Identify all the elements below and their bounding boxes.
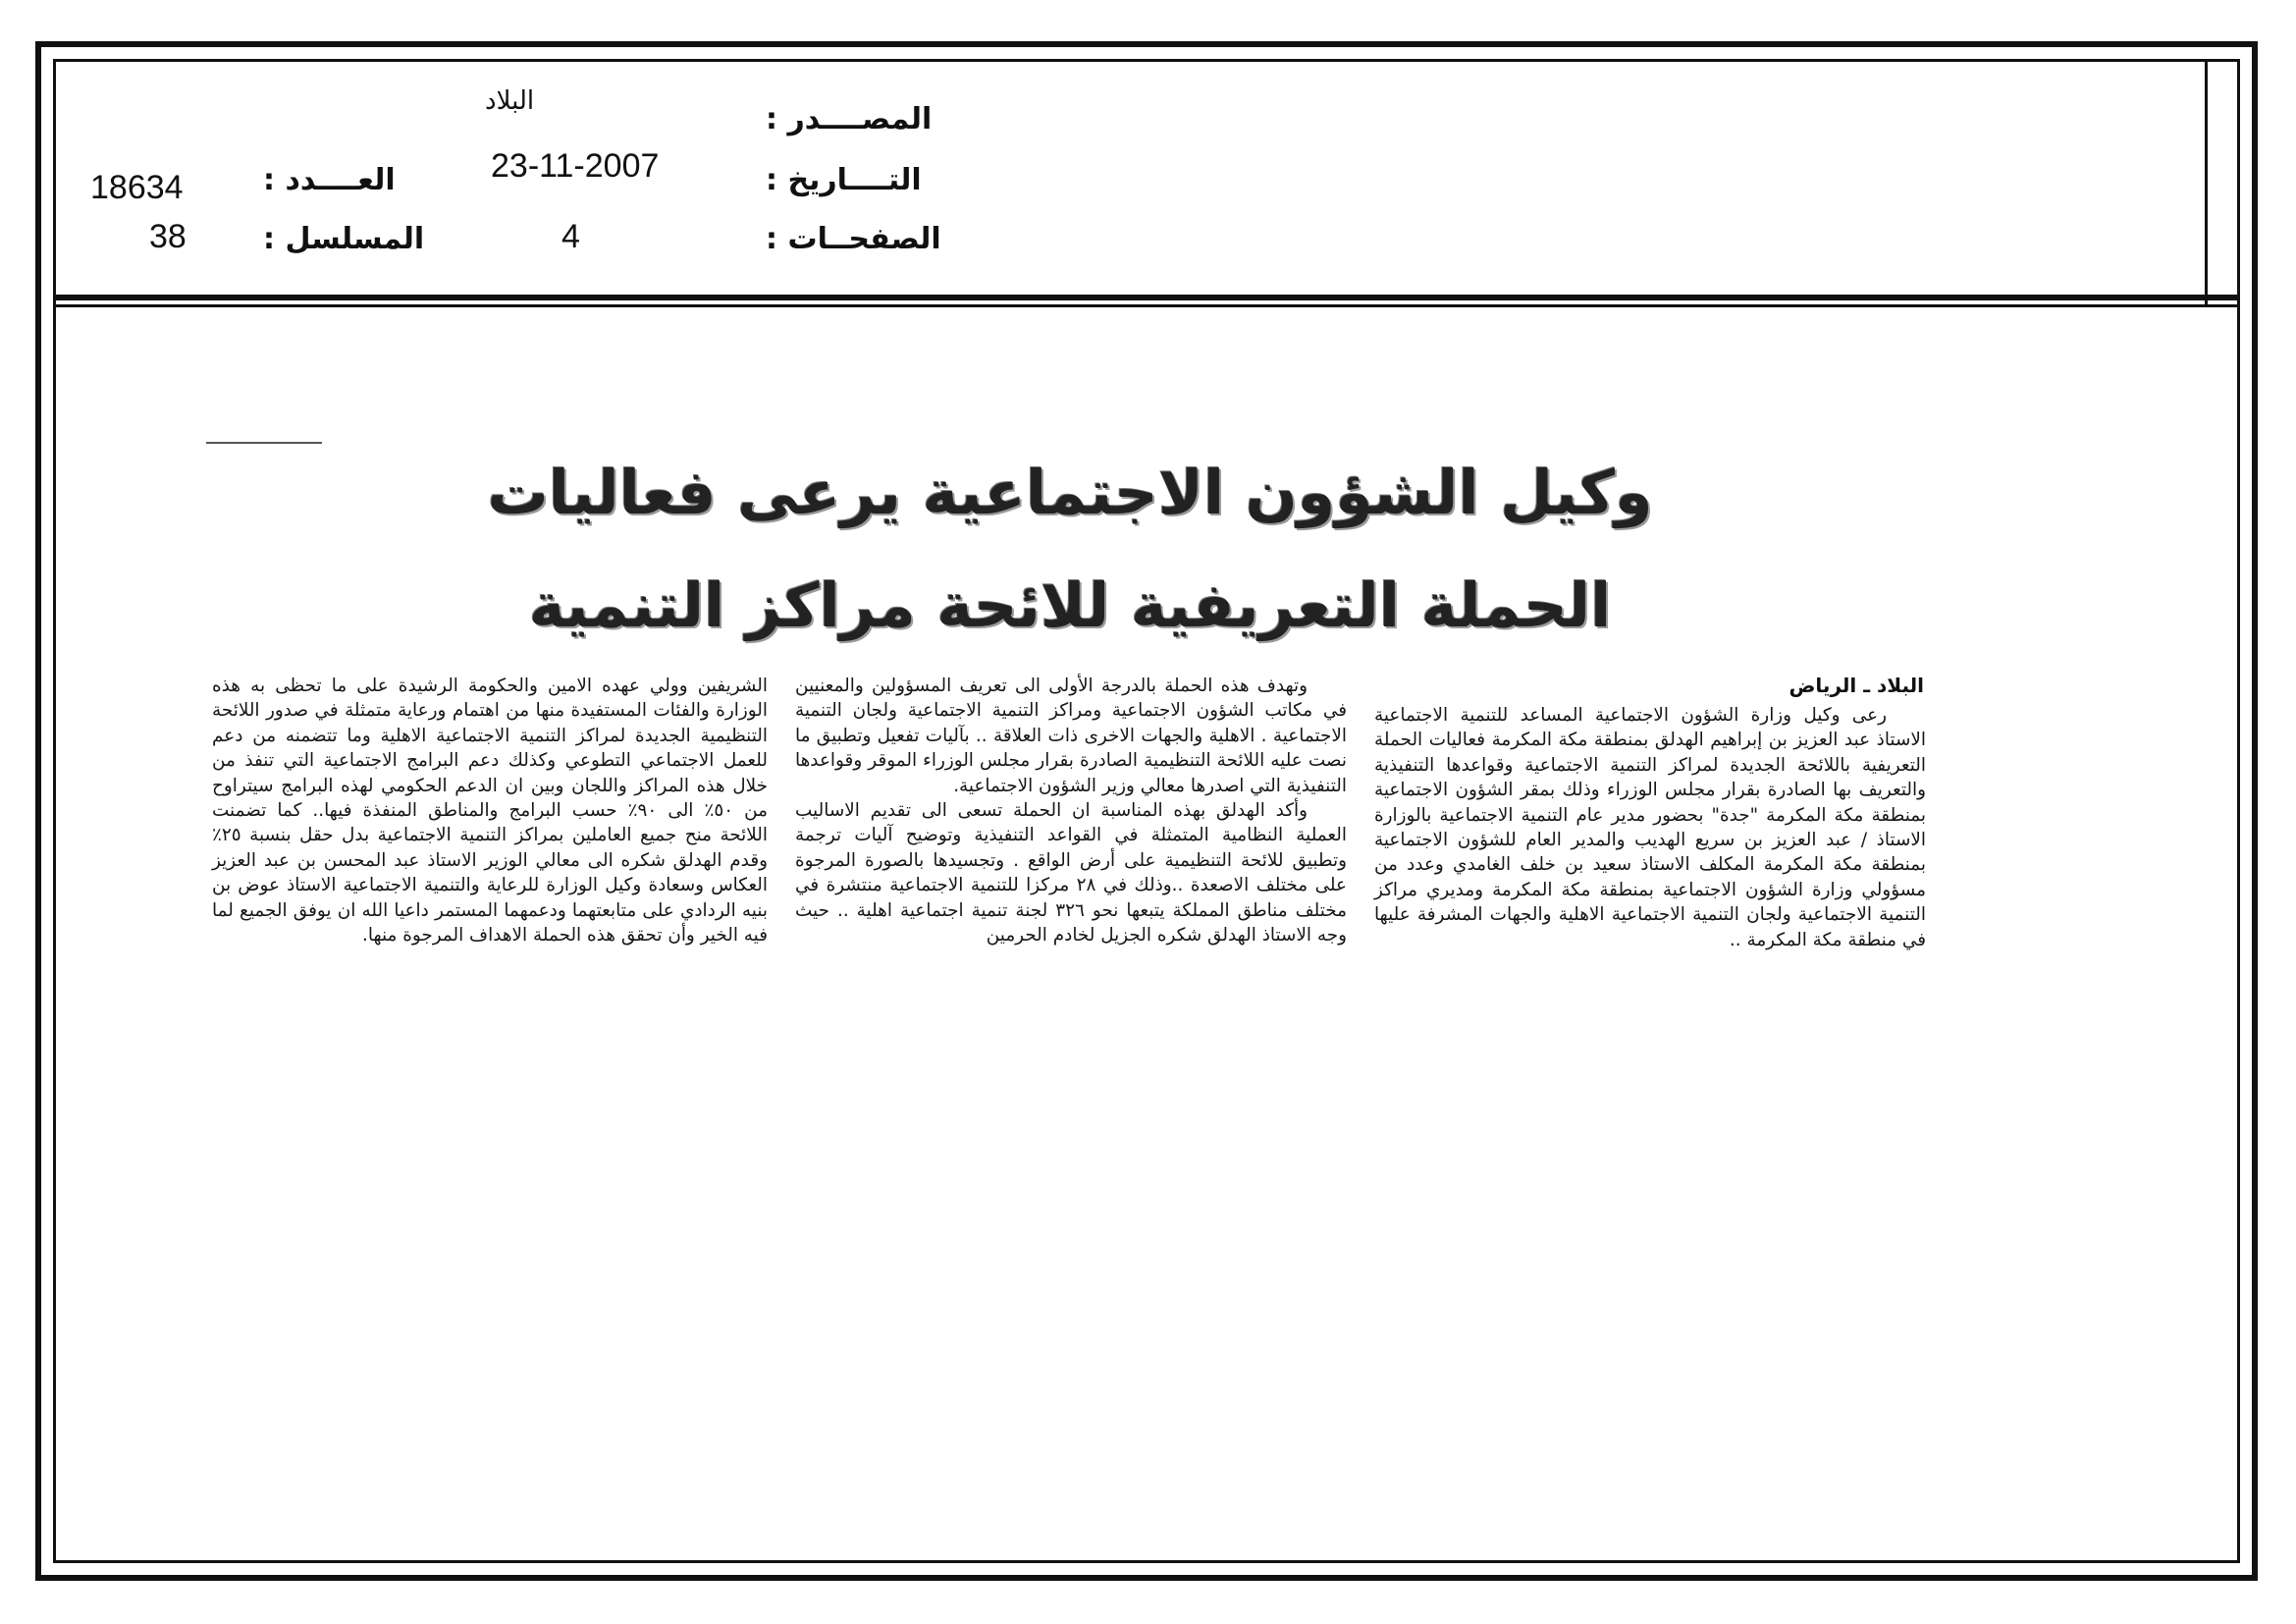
header-divider (53, 304, 2240, 307)
serial-value: 38 (149, 218, 187, 255)
date-label: التــــاريخ : (766, 163, 922, 197)
article-column-1 (1374, 703, 1926, 952)
issue-value: 18634 (90, 169, 184, 206)
article-column-2 (795, 674, 1347, 947)
source-value: البلاد (485, 86, 535, 116)
date-value: 23-11-2007 (491, 147, 660, 185)
pages-value: 4 (561, 218, 580, 255)
pages-label: الصفحــات : (766, 222, 941, 256)
clipping-top-rule (206, 442, 322, 444)
byline: البلاد ـ الرياض (1789, 674, 1924, 697)
headline-line-1: وكيل الشؤون الاجتماعية يرعى فعاليات (487, 457, 1653, 528)
header-side-rule (2205, 59, 2208, 304)
column-2-paragraph-2: وأكد الهدلق بهذه المناسبة ان الحملة تسعى الى تقديم الاساليب العملية النظامية المتمثلة في القواعد التنفيذية وتوضيح آليات ترجمة وتطبيق للائحة التنظيمية على أرض الواقع . وتجسيدها بالصورة المرجوة على مختلف الاصعدة ..وذلك في ٢٨ مركزا للتنمية الاجتماعية منتشرة في مختلف مناطق المملكة يتبعها نحو ٣٢٦ لجنة تنمية اجتماعية اهلية .. حيث وجه الاستاذ الهدلق شكره الجزيل لخادم الحرمين (795, 800, 1347, 947)
column-3-paragraph: الشريفين وولي عهده الامين والحكومة الرشيدة على ما تحظى به هذه الوزارة والفئات المستفيدة منها من اهتمام ورعاية متمثلة في صدور اللائحة التنظيمية الجديدة لمراكز التنمية الاجتماعية الاهلية وما تتضمنه من دعم للعمل الاجتماعي التطوعي وكذلك دعم البرامج الاجتماعية التي تنفذ من خلال هذه المراكز واللجان وبين ان الدعم الحكومي لهذه البرامج سيتراوح من ٥٠٪ الى ٩٠٪ حسب البرامج والمناطق المنفذة فيها.. كما تضمنت اللائحة منح جميع العاملين بمراكز التنمية الاجتماعية بدل حقل بنسبة ٢٥٪ وقدم الهدلق شكره الى معالي الوزير الاستاذ عبد المحسن بن عبد العزيز العكاس وسعادة وكيل الوزارة للرعاية والتنمية الاجتماعية الاستاذ عوض بن بنيه الردادي على متابعتهما ودعمهما المستمر داعيا الله ان يوفق الجميع لما فيه الخير وأن تحقق هذه الحملة الاهداف المرجوة منها. (212, 676, 768, 947)
article-column-3 (212, 674, 768, 947)
headline-line-2: الحملة التعريفية للائحة مراكز التنمية (528, 569, 1612, 641)
serial-label: المسلسل : (263, 222, 425, 256)
issue-label: العــــدد : (263, 163, 396, 197)
column-2-paragraph-1: وتهدف هذه الحملة بالدرجة الأولى الى تعريف المسؤولين والمعنيين في مكاتب الشؤون الاجتماعية ومراكز التنمية الاجتماعية ولجان التنمية الاجتماعية . الاهلية والجهات الاخرى ذات العلاقة .. بآليات تفعيل وتطبيق ما نصت عليه اللائحة التنظيمية الصادرة بقرار مجلس الوزراء الموقر وقواعدها التنفيذية التي اصدرها معالي وزير الشؤون الاجتماعية. (795, 676, 1347, 796)
source-label: المصــــدر : (766, 102, 933, 136)
column-1-paragraph: رعى وكيل وزارة الشؤون الاجتماعية المساعد للتنمية الاجتماعية الاستاذ عبد العزيز بن إبراهيم الهدلق بمنطقة مكة المكرمة فعاليات الحملة التعريفية باللائحة الجديدة لمراكز التنمية الاجتماعية وقواعدها التنفيذية والتعريف بها الصادرة بقرار مجلس الوزراء وذلك بمقر الشؤون الاجتماعية بمنطقة مكة المكرمة "جدة" بحضور مدير عام التنمية الاجتماعية بالوزارة الاستاذ / عبد العزيز بن سريع الهديب والمدير العام للشؤون الاجتماعية بمنطقة مكة المكرمة المكلف الاستاذ سعيد بن خلف الغامدي وعدد من مسؤولي وزارة الشؤون الاجتماعية بمنطقة مكة المكرمة ومديري مراكز التنمية الاجتماعية ولجان التنمية الاجتماعية الاهلية والجهات المشرفة عليها في منطقة مكة المكرمة .. (1374, 705, 1926, 950)
